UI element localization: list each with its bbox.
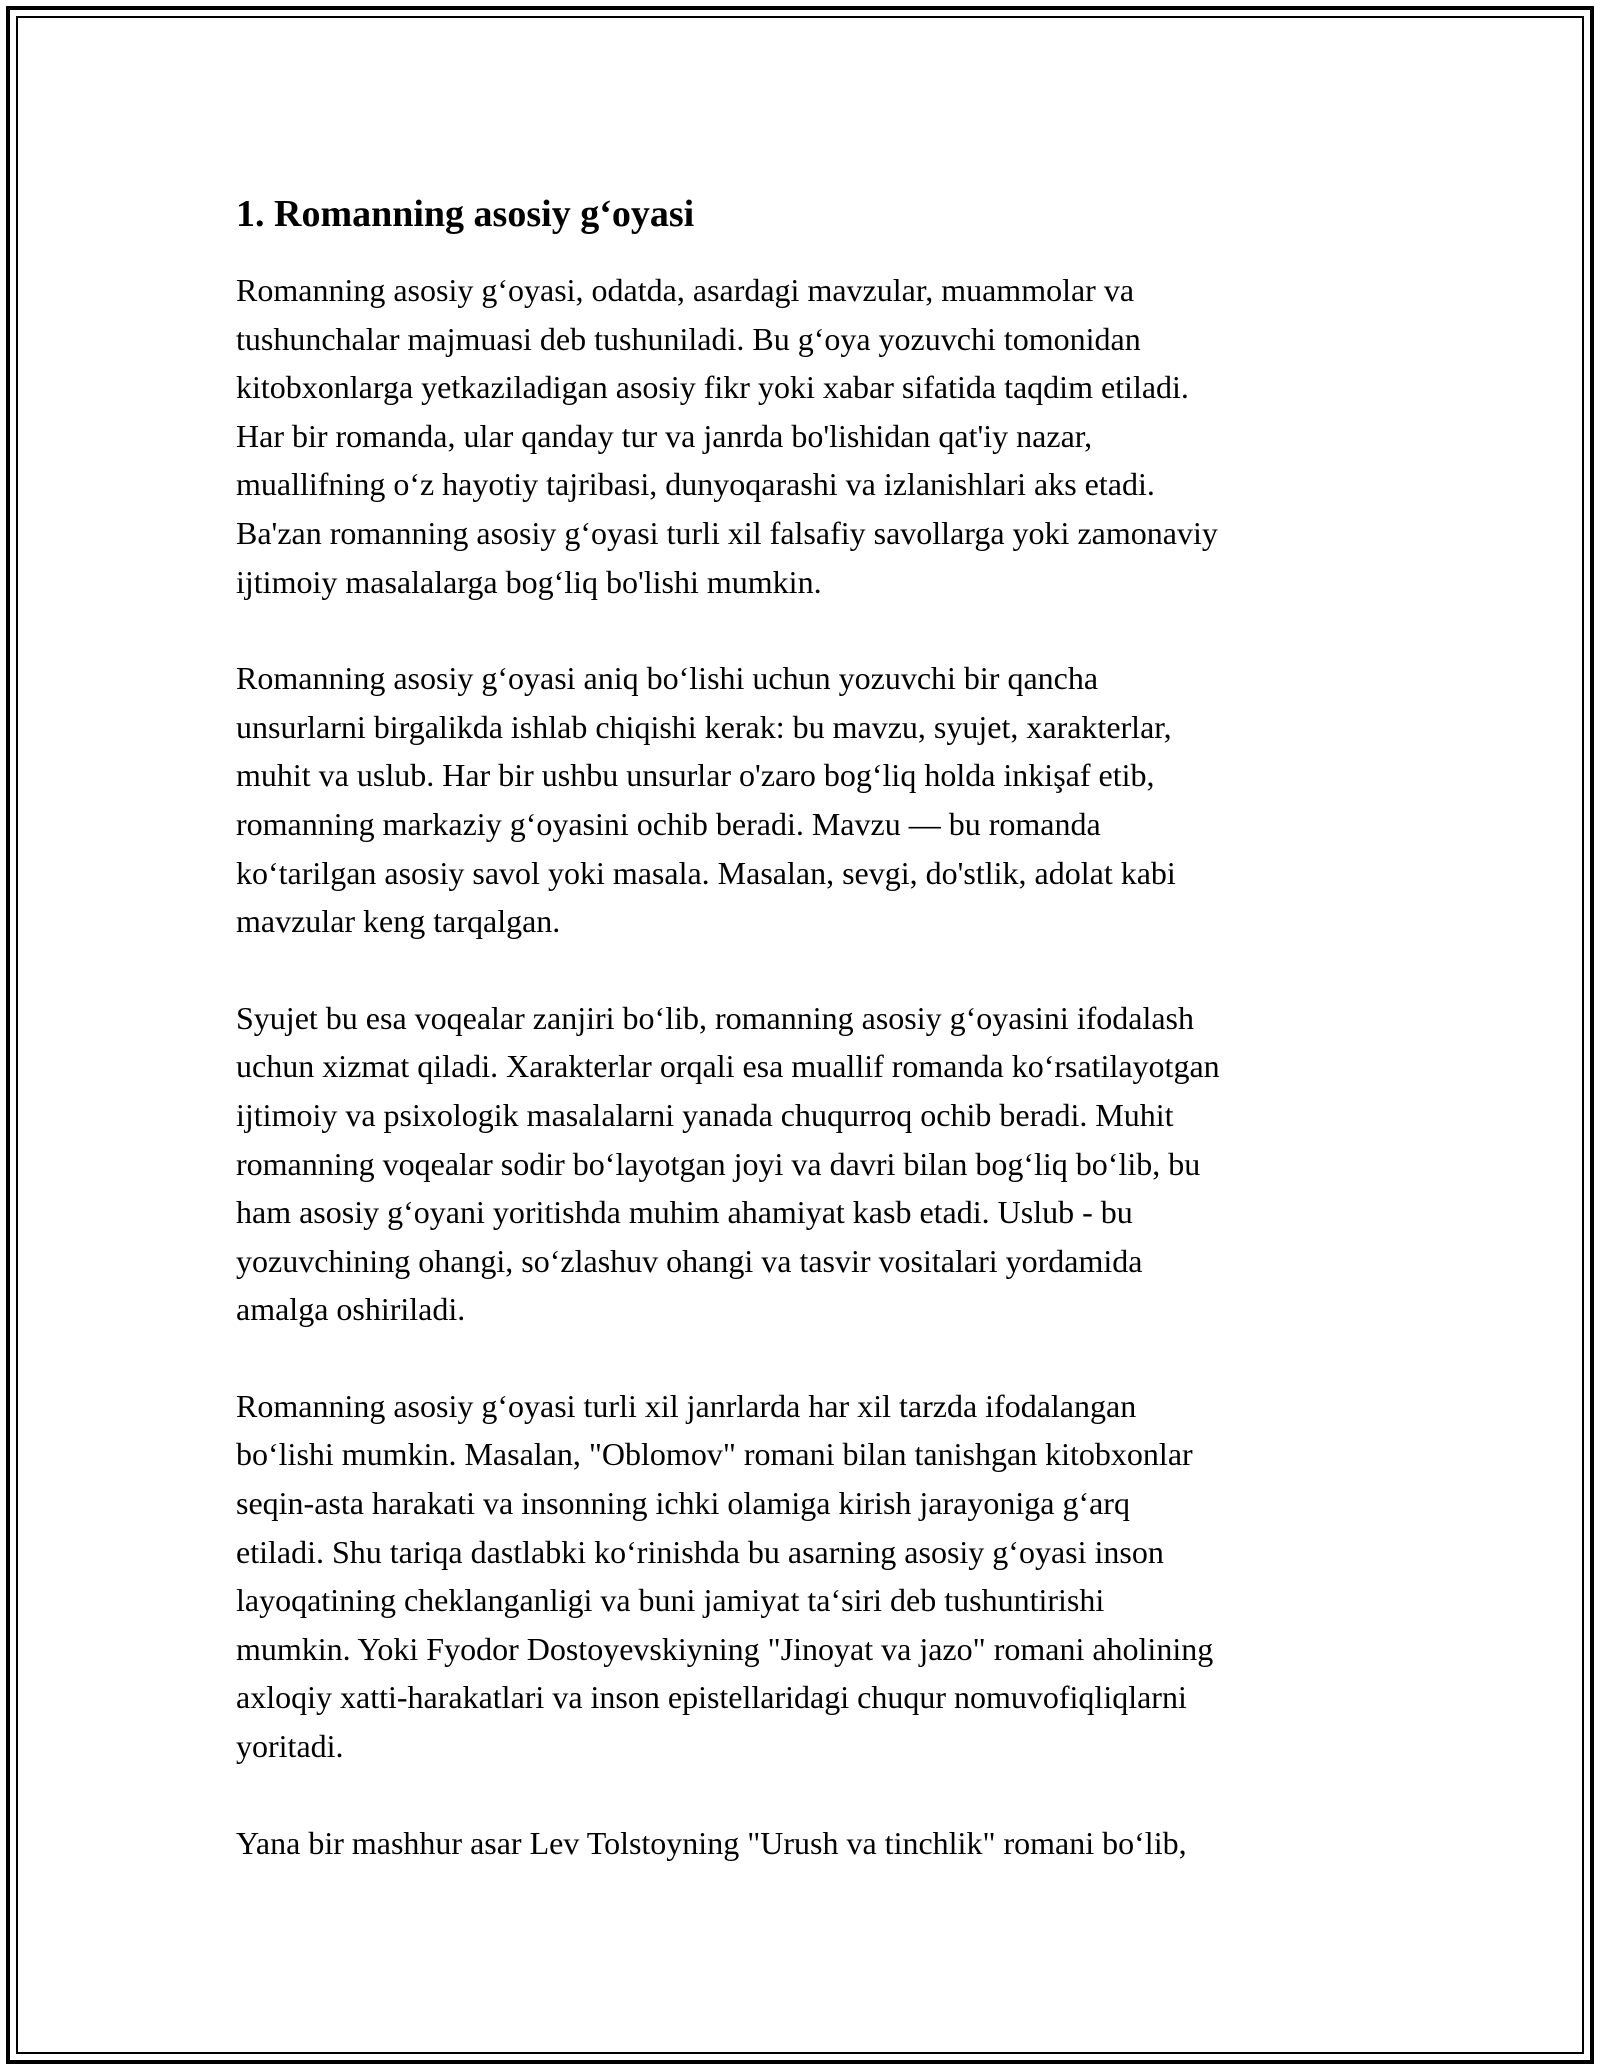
paragraph-line: muallifning o‘z hayotiy tajribasi, dunyoqarashi va izlanishlari aks etadi. <box>236 466 1155 503</box>
paragraph <box>236 266 1376 606</box>
paragraph-line: romanning markaziy g‘oyasini ochib beradi. Mavzu — bu romanda <box>236 805 1101 842</box>
paragraph-line: ijtimoiy masalalarga bog‘liq bo'lishi mumkin. <box>236 563 822 600</box>
paragraph-line: uchun xizmat qiladi. Xarakterlar orqali esa muallif romanda ko‘rsatilayotgan <box>236 1048 1220 1085</box>
paragraph-line: tushunchalar majmuasi deb tushuniladi. Bu g‘oya yozuvchi tomonidan <box>236 320 1141 357</box>
paragraph <box>236 1382 1376 1771</box>
paragraph-line: ko‘tarilgan asosiy savol yoki masala. Masalan, sevgi, do'stlik, adolat kabi <box>236 854 1176 891</box>
paragraph-line: Yana bir mashhur asar Lev Tolstoyning "Urush va tinchlik" romani bo‘lib, <box>236 1824 1187 1861</box>
paragraph-line: Romanning asosiy g‘oyasi turli xil janrlarda har xil tarzda ifodalangan <box>236 1387 1137 1424</box>
paragraph-line: romanning voqealar sodir bo‘layotgan joyi va davri bilan bog‘liq bo‘lib, bu <box>236 1145 1201 1182</box>
paragraph <box>236 994 1376 1334</box>
paragraph <box>236 654 1376 946</box>
paragraph-line: layoqatining cheklanganligi va buni jamiyat ta‘siri deb tushuntirishi <box>236 1582 1105 1619</box>
paragraph-list <box>236 266 1376 1867</box>
paragraph-line: yozuvchining ohangi, so‘zlashuv ohangi va tasvir vositalari yordamida <box>236 1242 1143 1279</box>
paragraph-line: etiladi. Shu tariqa dastlabki ko‘rinishda bu asarning asosiy g‘oyasi inson <box>236 1533 1164 1570</box>
paragraph-line: Romanning asosiy g‘oyasi aniq bo‘lishi uchun yozuvchi bir qancha <box>236 660 1099 697</box>
paragraph-line: ijtimoiy va psixologik masalalarni yanada chuqurroq ochib beradi. Muhit <box>236 1096 1174 1133</box>
paragraph-line: unsurlarni birgalikda ishlab chiqishi kerak: bu mavzu, syujet, xarakterlar, <box>236 708 1172 745</box>
paragraph <box>236 1819 1376 1868</box>
paragraph-line: Har bir romanda, ular qanday tur va janrda bo'lishidan qat'iy nazar, <box>236 417 1093 454</box>
document-body <box>236 186 1376 1915</box>
paragraph-line: bo‘lishi mumkin. Masalan, "Oblomov" romani bilan tanishgan kitobxonlar <box>236 1436 1193 1473</box>
paragraph-line: seqin-asta harakati va insonning ichki olamiga kirish jarayoniga g‘arq <box>236 1485 1130 1522</box>
section-heading: 1. Romanning asosiy g‘oyasi <box>236 193 695 235</box>
paragraph-line: ham asosiy g‘oyani yoritishda muhim ahamiyat kasb etadi. Uslub - bu <box>236 1194 1133 1231</box>
paragraph-line: muhit va uslub. Har bir ushbu unsurlar o'zaro bog‘liq holda inkişaf etib, <box>236 757 1155 794</box>
paragraph-line: kitobxonlarga yetkaziladigan asosiy fikr yoki xabar sifatida taqdim etiladi. <box>236 369 1189 406</box>
paragraph-line: Syujet bu esa voqealar zanjiri bo‘lib, romanning asosiy g‘oyasini ifodalash <box>236 999 1194 1036</box>
paragraph-line: mavzular keng tarqalgan. <box>236 903 561 940</box>
paragraph-line: yoritadi. <box>236 1728 344 1765</box>
paragraph-line: amalga oshiriladi. <box>236 1291 466 1328</box>
paragraph-line: Ba'zan romanning asosiy g‘oyasi turli xil falsafiy savollarga yoki zamonaviy <box>236 514 1218 551</box>
paragraph-line: axloqiy xatti-harakatlari va inson epistellaridagi chuqur nomuvofiqliqlarni <box>236 1679 1187 1716</box>
paragraph-line: Romanning asosiy g‘oyasi, odatda, asardagi mavzular, muammolar va <box>236 272 1135 308</box>
paragraph-line: mumkin. Yoki Fyodor Dostoyevskiyning "Jinoyat va jazo" romani aholining <box>236 1630 1214 1667</box>
